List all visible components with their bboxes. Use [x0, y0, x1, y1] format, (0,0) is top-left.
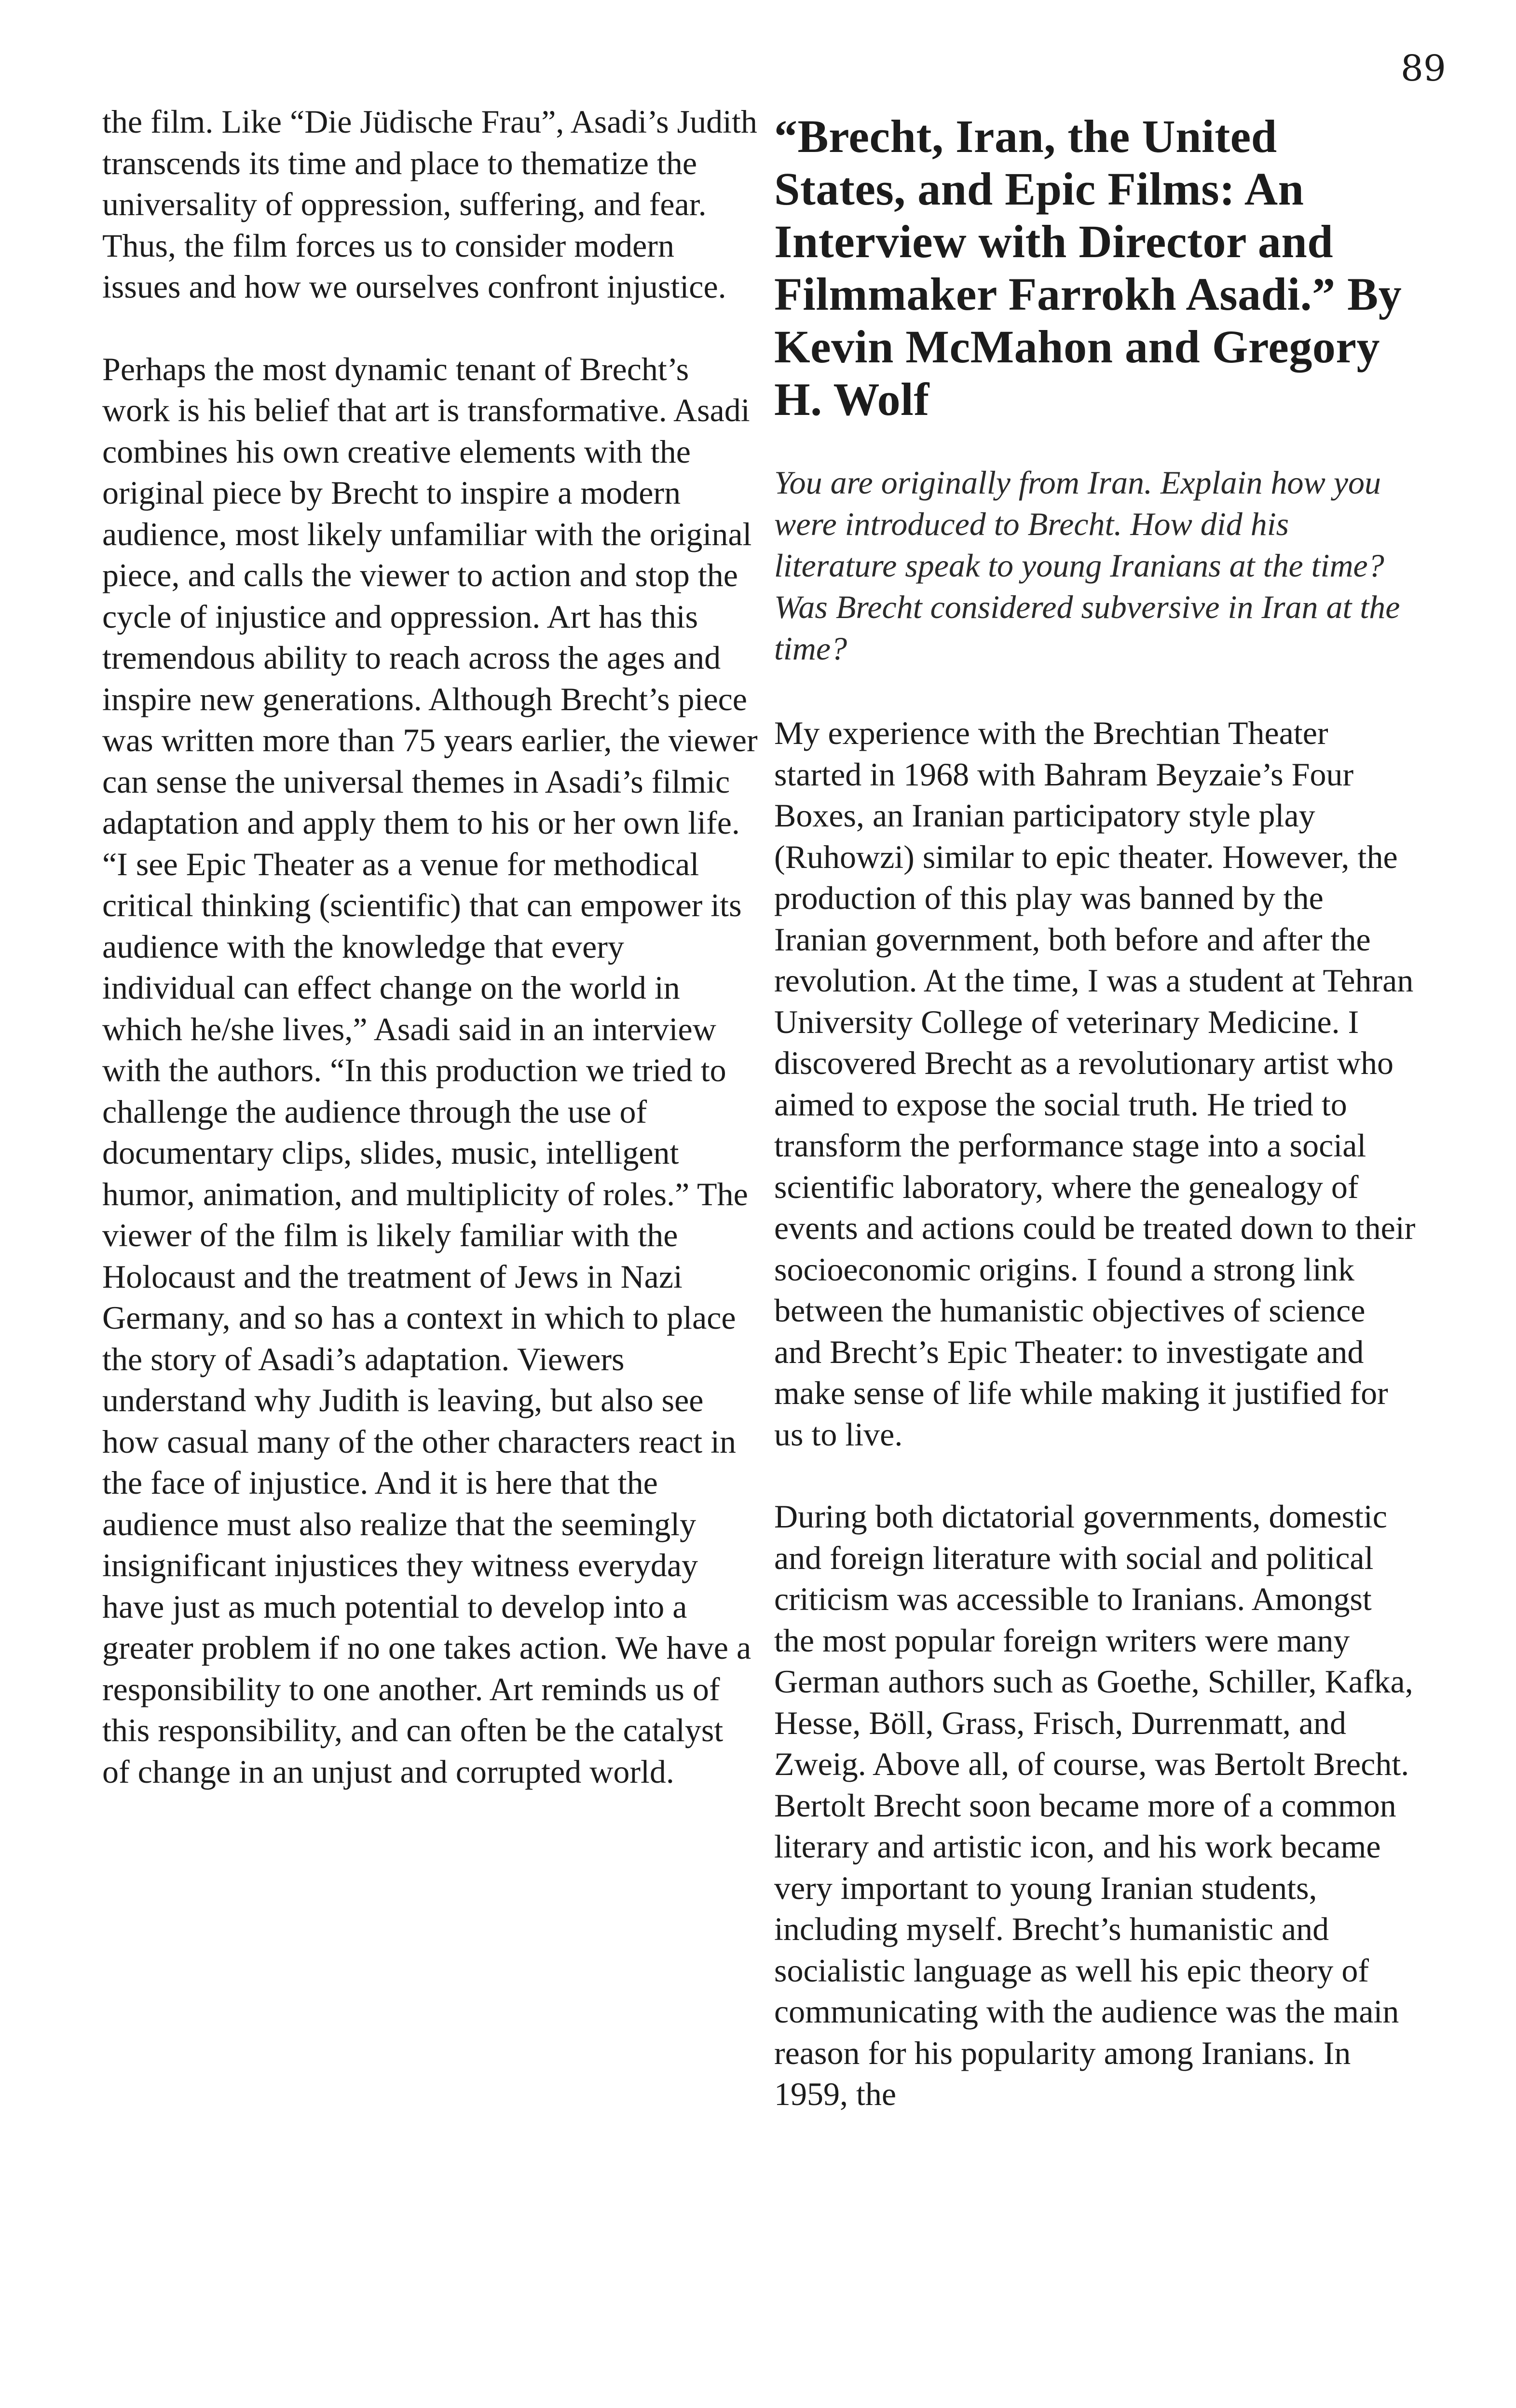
- paragraph: My experience with the Brechtian Theater started in 1968 with Bahram Beyzaie’s Four Boxes, an Iranian participatory style play (Ruhowzi) similar to epic theater. However, the production of this play was banned by the Iranian government, both before and after the revolution. At the time, I was a student at Tehran University College of veterinary Medicine. I discovered Brecht as a revolutionary artist who aimed to expose the social truth. He tried to transform the performance stage into a social scientific laboratory, where the genealogy of events and actions could be treated down to their socioeconomic origins. I found a strong link between the humanistic objectives of science and Brecht’s Epic Theater: to investigate and make sense of life while making it justified for us to live.: [774, 715, 1416, 1453]
- right-column: [774, 101, 1416, 2115]
- interview-heading: “Brecht, Iran, the United States, and Epic Films: An Interview with Director and Filmmaker Farrokh Asadi.” By Kevin McMahon and Gregory H. Wolf: [774, 110, 1402, 425]
- paragraph: During both dictatorial governments, domestic and foreign literature with social and political criticism was accessible to Iranians. Amongst the most popular foreign writers were many German authors such as Goethe, Schiller, Kafka, Hesse, Böll, Grass, Frisch, Durrenmatt, and Zweig. Above all, of course, was Bertolt Brecht. Bertolt Brecht soon became more of a common literary and artistic icon, and his work became very important to young Iranian students, including myself. Brecht’s humanistic and socialistic language as well his epic theory of communicating with the audience was the main reason for his popularity among Iranians. In 1959, the: [774, 1498, 1413, 2112]
- interview-question: You are originally from Iran. Explain how you were introduced to Brecht. How did his literature speak to young Iranians at the time? Was Brecht considered subversive in Iran at the time?: [774, 464, 1400, 667]
- left-column: [102, 101, 758, 1792]
- paragraph: Perhaps the most dynamic tenant of Brecht’s work is his belief that art is transformative. Asadi combines his own creative elements with the original piece by Brecht to inspire a modern audience, most likely unfamiliar with the original piece, and calls the viewer to action and stop the cycle of injustice and oppression. Art has this tremendous ability to reach across the ages and inspire new generations. Although Brecht’s piece was written more than 75 years earlier, the viewer can sense the universal themes in Asadi’s filmic adaptation and apply them to his or her own life. “I see Epic Theater as a venue for methodical critical thinking (scientific) that can empower its audience with the knowledge that every individual can effect change on the world in which he/she lives,” Asadi said in an interview with the authors. “In this production we tried to challenge the audience through the use of documentary clips, slides, music, intelligent humor, animation, and multiplicity of roles.” The viewer of the film is likely familiar with the Holocaust and the treatment of Jews in Nazi Germany, and so has a context in which to place the story of Asadi’s adaptation. Viewers understand why Judith is leaving, but also see how casual many of the other characters react in the face of injustice. And it is here that the audience must also realize that the seemingly insignificant injustices they witness everyday have just as much potential to develop into a greater problem if no one takes action. We have a responsibility to one another. Art reminds us of this responsibility, and can often be the catalyst of change in an unjust and corrupted world.: [102, 350, 758, 1790]
- paragraph: the film. Like “Die Jüdische Frau”, Asadi’s Judith transcends its time and place to thematize the universality of oppression, suffering, and fear. Thus, the film forces us to consider modern issues and how we ourselves confront injustice.: [102, 103, 757, 305]
- page-number: 89: [1400, 48, 1446, 89]
